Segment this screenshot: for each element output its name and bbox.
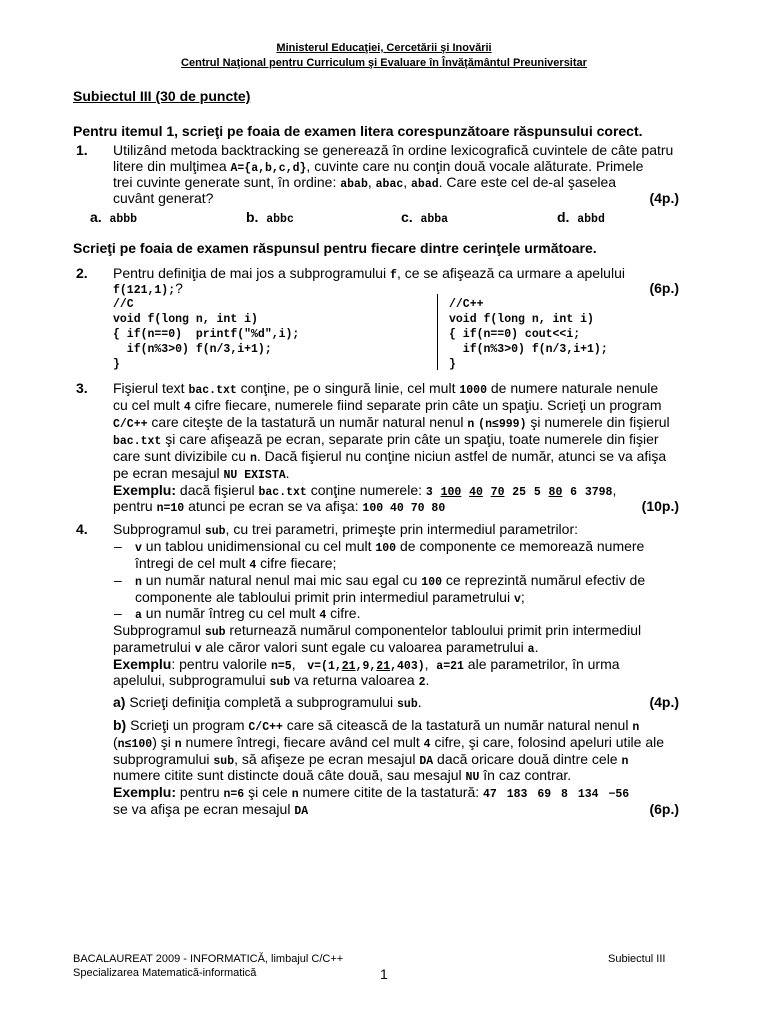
q3-line5: care sunt divizibile cu n. Dacă fişierul nu conţine niciun astfel de număr, atunci se va afişa: [113, 448, 667, 465]
page-number: 1: [380, 966, 388, 982]
q4-line1: Subprogramul sub, cu trei parametri, primeşte prin intermediul parametrilor:: [113, 521, 579, 538]
option-b: b. abbc: [246, 209, 294, 226]
q4-bullet3: a un număr întreg cu cel mult 4 cifre.: [135, 605, 361, 622]
q4-return-line2: parametrului v ale căror valori sunt egale cu valoarea parametrului a.: [113, 639, 539, 656]
q4-part-b-line2: (n≤100) şi n numere întregi, fiecare având cel mult 4 cifre, şi care, folosind apeluri utile ale: [113, 734, 665, 751]
footer-specialization: Specializarea Matematică-informatică: [73, 967, 257, 979]
q2-points: (6p.): [649, 280, 679, 296]
q3-points: (10p.): [641, 498, 679, 514]
option-d: d. abbd: [557, 209, 605, 226]
q4-part-b-line1: b) Scrieţi un program C/C++ care să citească de la tastatură un număr natural nenul n: [113, 717, 640, 734]
q1-line2: litere din mulţimea A={a,b,c,d}, cuvinte care nu conţin două vocale alăturate. Primele: [113, 158, 644, 175]
q4-number: 4.: [76, 521, 88, 537]
q4-part-b-example1: Exemplu: pentru n=6 şi cele n numere citite de la tastatură: 47 183 69 8 134 −56: [113, 784, 630, 801]
q4-bullet2-dash: –: [114, 572, 122, 588]
footer-exam: BACALAUREAT 2009 - INFORMATICĂ, limbajul C/C++: [73, 953, 344, 965]
q1-points: (4p.): [649, 190, 679, 206]
q4a-points: (4p.): [649, 694, 679, 710]
q3-example-line1: Exemplu: dacă fişierul bac.txt conţine numerele: 3 100 40 70 25 5 80 6 3798,: [113, 482, 617, 499]
q3-example-line2: pentru n=10 atunci pe ecran se va afişa: 100 40 70 80: [113, 498, 446, 515]
q3-line6: pe ecran mesajul NU EXISTA.: [113, 465, 290, 482]
q4-part-a: a) Scrieţi definiţia completă a subprogramului sub.: [113, 694, 422, 711]
q4-part-b-line3: subprogramului sub, să afişeze pe ecran mesajul DA dacă oricare două dintre cele n: [113, 751, 629, 768]
code-c: //C void f(long n, int i) { if(n==0) printf("%d",i); if(n%3>0) f(n/3,i+1); }: [113, 298, 300, 371]
q4-bullet1-dash: –: [114, 538, 122, 554]
q4-example-line1: Exemplu: pentru valorile n=5, v=(1,21,9,21,403), a=21 ale parametrilor, în urma: [113, 656, 620, 673]
q4-part-b-line4: numere citite sunt distincte două câte două, sau mesajul NU în caz contrar.: [113, 767, 572, 784]
q4b-points: (6p.): [649, 801, 679, 817]
q4-bullet2-cont: componente ale tabloului primit prin intermediul parametrului v;: [135, 589, 525, 606]
code-cpp: //C++ void f(long n, int i) { if(n==0) cout<<i; if(n%3>0) f(n/3,i+1); }: [449, 298, 608, 371]
q3-number: 3.: [76, 380, 88, 396]
q4-return-line1: Subprogramul sub returnează numărul componentelor tabloului primit prin intermediul: [113, 622, 642, 639]
q4-example-line2: apelului, subprogramului sub va returna valoarea 2.: [113, 672, 430, 689]
code-divider: [437, 294, 438, 370]
q4-part-b-example2: se va afişa pe ecran mesajul DA: [113, 801, 309, 818]
q2-line1: Pentru definiţia de mai jos a subprogramului f, ce se afişează ca urmare a apelului: [113, 265, 625, 282]
q4-bullet1: v un tablou unidimensional cu cel mult 100 de componente ce memorează numere: [135, 538, 645, 555]
instruction-2: Scrieţi pe foaia de examen răspunsul pentru fiecare dintre cerinţele următoare.: [73, 240, 597, 256]
header-ministry: Ministerul Educaţiei, Cercetării şi Inovării: [276, 42, 492, 54]
q3-line4: bac.txt şi care afişează pe ecran, separate prin câte un spaţiu, toate numerele din fişier: [113, 431, 659, 448]
subject-title: Subiectul III (30 de puncte): [73, 88, 251, 104]
option-a: a. abbb: [90, 209, 138, 226]
q1-line4: cuvânt generat?: [113, 190, 214, 206]
q1-line3: trei cuvinte generate sunt, în ordine: abab, abac, abad. Care este cel de-al şaselea: [113, 174, 617, 191]
q4-bullet2: n un număr natural nenul mai mic sau egal cu 100 ce reprezintă numărul efectiv de: [135, 572, 646, 589]
q2-line2: f(121,1);?: [113, 280, 183, 297]
q3-line1: Fişierul text bac.txt conţine, pe o singură linie, cel mult 1000 de numere naturale nenule: [113, 380, 659, 397]
q4-bullet1-cont: întregi de cel mult 4 cifre fiecare;: [135, 555, 337, 572]
q4-bullet3-dash: –: [114, 605, 122, 621]
footer-subject: Subiectul III: [608, 953, 666, 965]
q1-number: 1.: [76, 142, 88, 158]
q1-line1: Utilizând metoda backtracking se generează în ordine lexicografică cuvintele de câte patru: [113, 142, 674, 158]
q3-line2: cu cel mult 4 cifre fiecare, numerele fiind separate prin câte un spaţiu. Scrieţi un program: [113, 397, 662, 414]
instruction-1: Pentru itemul 1, scrieţi pe foaia de examen litera corespunzătoare răspunsului corect.: [73, 123, 643, 139]
q2-number: 2.: [76, 265, 88, 281]
option-c: c. abba: [401, 209, 449, 226]
q3-line3: C/C++ care citeşte de la tastatură un număr natural nenul n (n≤999) şi numerele din fişierul: [113, 414, 670, 431]
header-center: Centrul Naţional pentru Curriculum şi Evaluare în Învăţământul Preuniversitar: [181, 57, 587, 69]
